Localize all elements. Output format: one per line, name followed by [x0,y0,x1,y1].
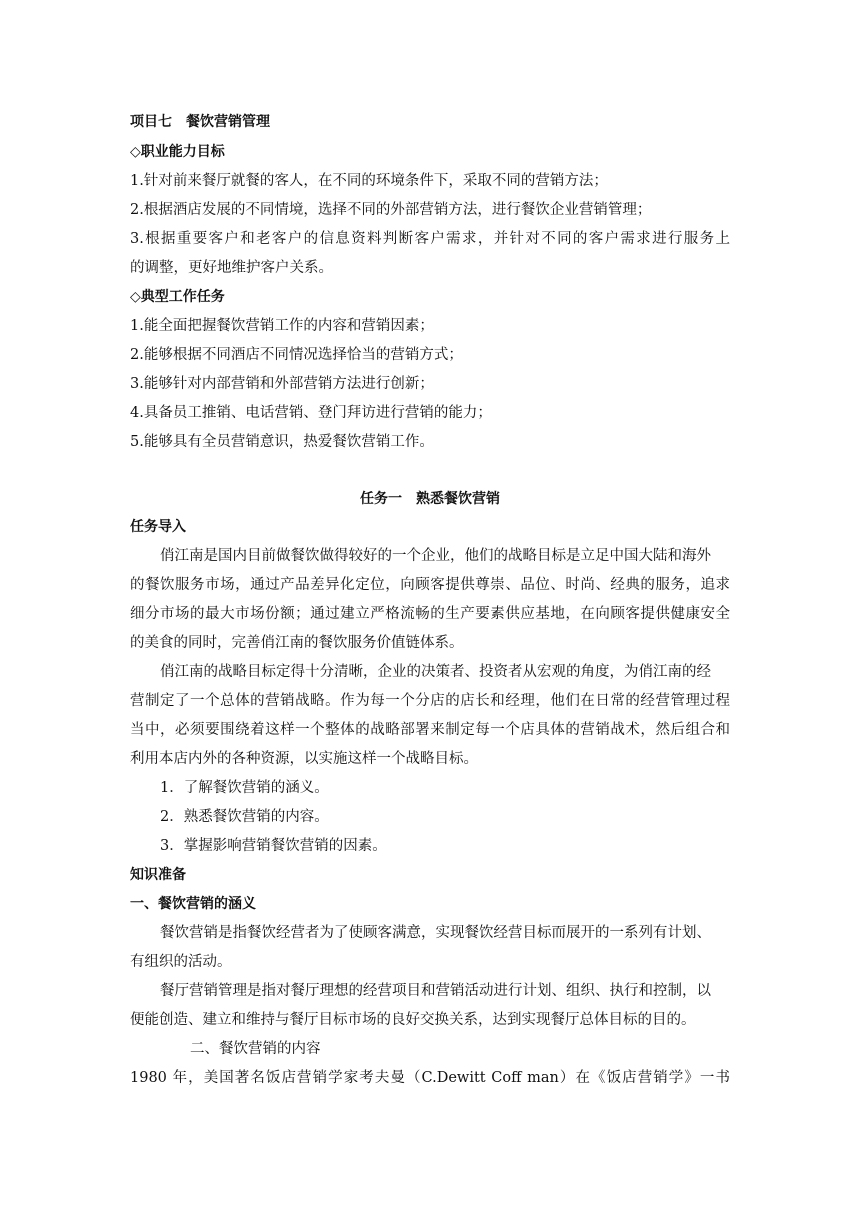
intro-paragraph-line: 细分市场的最大市场份额；通过建立严格流畅的生产要素供应基地，在向顾客提供健康安全 [130,606,730,622]
task-item: 5.能够具有全员营销意识，热爱餐饮营销工作。 [130,434,434,450]
definition-line: 有组织的活动。 [130,954,232,970]
ability-item: 3.根据重要客户和老客户的信息资料判断客户需求，并针对不同的客户需求进行服务上 [130,231,730,247]
goal-item: 1．了解餐饮营销的涵义。 [160,780,329,796]
intro-paragraph-line: 的美食的同时，完善俏江南的餐饮服务价值链体系。 [130,635,464,651]
strategy-paragraph-line: 俏江南的战略目标定得十分清晰，企业的决策者、投资者从宏观的角度，为俏江南的经 [160,664,711,680]
task-item: 3.能够针对内部营销和外部营销方法进行创新； [130,376,434,392]
intro-paragraph-line: 俏江南是国内目前做餐饮做得较好的一个企业，他们的战略目标是立足中国大陆和海外 [160,548,711,564]
ability-item: 2.根据酒店发展的不同情境，选择不同的外部营销方法，进行餐饮企业营销管理； [130,202,652,218]
project-title: 项目七 餐饮营销管理 [130,114,270,130]
intro-heading: 任务导入 [130,519,186,535]
goal-item: 2．熟悉餐饮营销的内容。 [160,809,329,825]
ability-item-continuation: 的调整，更好地维护客户关系。 [130,260,333,276]
intro-paragraph-line: 的餐饮服务市场，通过产品差异化定位，向顾客提供尊崇、品位、时尚、经典的服务，追求 [130,577,730,593]
strategy-paragraph-line: 当中，必须要围绕着这样一个整体的战略部署来制定每一个店具体的营销战术，然后组合和 [130,722,730,738]
ability-heading: ◇职业能力目标 [130,144,225,160]
definition-line: 餐饮营销是指餐饮经营者为了使顾客满意，实现餐饮经营目标而展开的一系列有计划、 [160,925,711,941]
task-one-title: 任务一 熟悉餐饮营销 [360,491,500,507]
definition-line: 餐厅营销管理是指对餐厅理想的经营项目和营销活动进行计划、组织、执行和控制，以 [160,983,711,999]
strategy-paragraph-line: 利用本店内外的各种资源，以实施这样一个战略目标。 [130,751,478,767]
task-item: 4.具备员工推销、电话营销、登门拜访进行营销的能力； [130,405,492,421]
goal-item: 3．掌握影响营销餐饮营销的因素。 [160,838,387,854]
tasks-heading: ◇典型工作任务 [130,289,225,305]
subsection-heading: 一、餐饮营销的涵义 [130,896,256,912]
subsection-heading: 二、餐饮营销的内容 [190,1041,321,1057]
knowledge-heading: 知识准备 [130,867,186,883]
task-item: 1.能全面把握餐饮营销工作的内容和营销因素； [130,318,434,334]
body-line: 1980 年，美国著名饭店营销学家考夫曼（C.Dewitt Coff man）在《饭店营销学》一书 [130,1070,730,1086]
strategy-paragraph-line: 营制定了一个总体的营销战略。作为每一个分店的店长和经理，他们在日常的经营管理过程 [130,693,730,709]
definition-line: 便能创造、建立和维持与餐厅目标市场的良好交换关系，达到实现餐厅总体目标的目的。 [130,1012,696,1028]
ability-item: 1.针对前来餐厅就餐的客人，在不同的环境条件下，采取不同的营销方法； [130,173,608,189]
task-item: 2.能够根据不同酒店不同情况选择恰当的营销方式； [130,347,463,363]
